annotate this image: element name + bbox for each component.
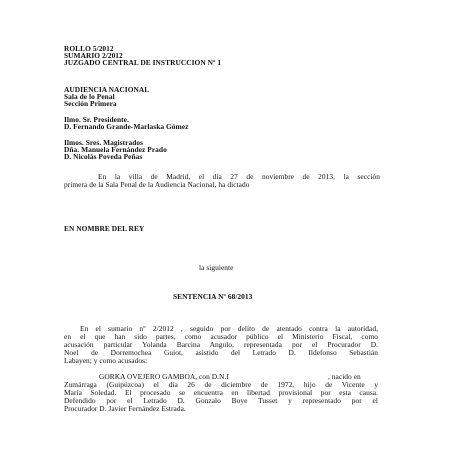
court-sala: Sala de lo Penal (64, 92, 115, 101)
para1-line-2: en el que han sido partes, como acusador público el Ministerio Fiscal, como (64, 332, 378, 341)
rollo-number: ROLLO 5/2012 (64, 44, 114, 53)
magistrate-2: D. Nicolás Poveda Peñas (64, 152, 143, 161)
para2-line-5: Procurador D. Javier Fernández Estrada. (64, 404, 186, 413)
para1-line-4: Noel de Dorremochea Guiot, asistido del Letrado D. Ildefonso Sebastián (64, 348, 378, 357)
para2-line-1-born: , nacido en (328, 372, 361, 381)
nombre-del-rey: EN NOMBRE DEL REY (64, 224, 145, 233)
para2-line-2: Zumárraga (Guipúzcoa) el día 26 de diciembre de 1972, hijo de Vicente y (64, 380, 378, 389)
para2-line-3: María Soledad. El procesado se encuentra en libertad provisional por esta causa. (64, 388, 378, 397)
la-siguiente: la siguiente (199, 263, 234, 272)
president-title: Ilmo. Sr. Presidente. (64, 115, 129, 124)
para2-line-4: Defendido por el Letrado D. Gonzalo Boye Tusset y representado por el (64, 396, 378, 405)
juzgado-name: JUZGADO CENTRAL DE INSTRUCCION Nº 1 (64, 58, 222, 67)
intro-line-2: primera de la Sala Penal de la Audiencia Nacional, ha dictado (64, 180, 250, 189)
court-seccion: Sección Primera (64, 99, 117, 108)
sumario-number: SUMARIO 2/2012 (64, 51, 123, 60)
para1-line-1: En el sumario nº 2/2012 , seguido por delito de atentado contra la autoridad, (80, 324, 378, 333)
president-name: D. Fernando Grande-Marlaska Gómez (64, 122, 189, 131)
intro-line-1: En la villa de Madrid, el día 27 de noviembre de 2013, la sección (98, 172, 380, 181)
court-name: AUDIENCIA NACIONAL (64, 85, 150, 94)
para1-line-3: acusación particular Yolanda Barcina Angulo, representada por el Procurador D. (64, 340, 378, 349)
magistrates-title: Ilmos. Sres. Magistrados (64, 138, 144, 147)
para1-line-5: Labayen; y como acusados: (64, 356, 148, 365)
magistrate-1: Dña. Manuela Fernández Prado (64, 145, 167, 154)
sentencia-title: SENTENCIA Nº 68/2013 (173, 292, 253, 301)
para2-line-1-name: GORKA OVEJERO GAMBOA, con D.N.I (99, 372, 229, 381)
